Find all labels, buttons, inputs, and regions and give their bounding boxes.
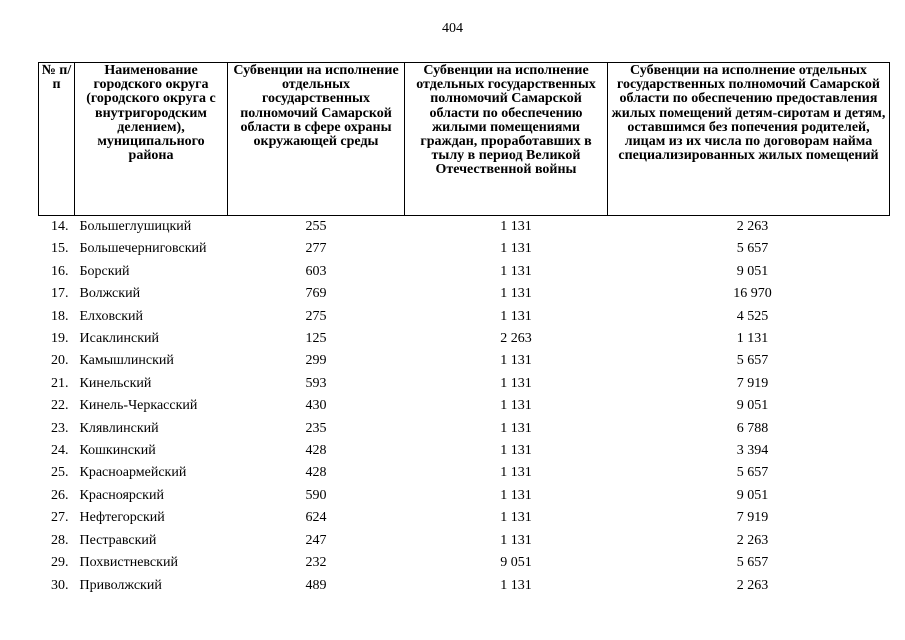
row-number: 14.: [51, 219, 69, 234]
home-front-value: 1 131: [500, 465, 532, 481]
district-name: Большечерниговский: [79, 241, 207, 257]
home-front-value: 1 131: [500, 375, 532, 391]
environment-value: 277: [305, 241, 327, 257]
row-number: 16.: [51, 263, 69, 279]
environment-value: 428: [305, 465, 327, 481]
home-front-value: 1 131: [500, 353, 532, 369]
orphans-value: 9 051: [736, 487, 769, 503]
district-name: Кинельский: [79, 375, 152, 391]
row-number: 24.: [51, 443, 69, 459]
orphans-value: 3 394: [736, 443, 769, 459]
district-name: Большеглушицкий: [79, 219, 192, 234]
home-front-value: 9 051: [500, 555, 532, 571]
district-name: Камышлинский: [79, 353, 174, 369]
row-number: 17.: [51, 286, 69, 302]
orphans-value: 2 263: [736, 532, 769, 548]
environment-value: 769: [305, 286, 327, 302]
table-row: [39, 552, 890, 574]
page-number: 404: [442, 21, 463, 36]
table-row: [39, 261, 890, 283]
environment-value: 489: [305, 577, 327, 593]
environment-value: 428: [305, 443, 327, 459]
table-header: [39, 63, 890, 216]
home-front-value: 1 131: [500, 420, 532, 436]
district-name: Исаклинский: [79, 331, 159, 347]
table-row: [39, 485, 890, 507]
row-number: 18.: [51, 308, 69, 324]
table-row: [39, 418, 890, 440]
district-name: Елховский: [79, 308, 144, 324]
district-name: Красноярский: [79, 487, 164, 503]
home-front-value: 1 131: [500, 443, 532, 459]
header-number: № п/п: [39, 63, 75, 216]
table-row: [39, 507, 890, 529]
orphans-value: 5 657: [736, 555, 769, 571]
home-front-value: 1 131: [500, 577, 532, 593]
district-name: Красноармейский: [79, 465, 187, 481]
orphans-value: 4 525: [736, 308, 769, 324]
table-row: [39, 306, 890, 328]
home-front-value: 2 263: [500, 331, 532, 347]
orphans-value: 5 657: [736, 465, 769, 481]
table-row: [39, 462, 890, 484]
home-front-value: 1 131: [500, 510, 532, 526]
table-row: [39, 216, 890, 239]
environment-value: 624: [305, 510, 327, 526]
table-row: [39, 283, 890, 305]
orphans-value: 5 657: [736, 353, 769, 369]
subventions-table: [38, 62, 890, 597]
home-front-value: 1 131: [500, 241, 532, 257]
home-front-value: 1 131: [500, 286, 532, 302]
district-name: Похвистневский: [79, 555, 178, 571]
environment-value: 232: [305, 555, 327, 571]
header-environment-subvention: Субвенции на исполнение отдельных государственных полномочий Самарской области в сфере охраны окружающей среды: [228, 63, 405, 216]
home-front-value: 1 131: [500, 487, 532, 503]
table-row: [39, 238, 890, 260]
environment-value: 590: [305, 487, 327, 503]
orphans-value: 5 657: [736, 241, 769, 257]
row-number: 29.: [51, 555, 69, 571]
table-row: [39, 440, 890, 462]
environment-value: 255: [305, 219, 327, 234]
row-number: 25.: [51, 465, 69, 481]
table-row: [39, 530, 890, 552]
row-number: 28.: [51, 532, 69, 548]
district-name: Кошкинский: [79, 443, 156, 459]
environment-value: 275: [305, 308, 327, 324]
environment-value: 603: [305, 263, 327, 279]
district-name: Борский: [79, 263, 130, 279]
row-number: 30.: [51, 577, 69, 593]
row-number: 27.: [51, 510, 69, 526]
row-number: 19.: [51, 331, 69, 347]
orphans-value: 1 131: [736, 331, 769, 347]
table-row: [39, 373, 890, 395]
home-front-value: 1 131: [500, 308, 532, 324]
district-name: Волжский: [79, 286, 141, 302]
home-front-value: 1 131: [500, 219, 532, 234]
orphans-value: 7 919: [736, 375, 769, 391]
orphans-value: 6 788: [736, 420, 769, 436]
orphans-value: 2 263: [736, 219, 769, 234]
orphans-value: 2 263: [736, 577, 769, 593]
home-front-value: 1 131: [500, 263, 532, 279]
district-name: Клявлинский: [79, 420, 159, 436]
header-orphans-housing-subvention: Субвенции на исполнение отдельных государственных полномочий Самарской области по обеспечению предоставления жилых помещений детям-сиротам и детям, оставшимся без попечения родителей, лицам из их числа по договорам найма специализированных жилых помещений: [608, 63, 890, 216]
environment-value: 593: [305, 375, 327, 391]
table-row: [39, 395, 890, 417]
orphans-value: 9 051: [736, 263, 769, 279]
home-front-value: 1 131: [500, 398, 532, 414]
orphans-value: 16 970: [733, 286, 772, 302]
district-name: Кинель-Черкасский: [79, 398, 198, 414]
table-row: [39, 575, 890, 597]
row-number: 22.: [51, 398, 69, 414]
orphans-value: 7 919: [736, 510, 769, 526]
environment-value: 235: [305, 420, 327, 436]
row-number: 21.: [51, 375, 69, 391]
district-name: Нефтегорский: [79, 510, 165, 526]
header-home-front-housing-subvention: Субвенции на исполнение отдельных государственных полномочий Самарской области по обеспечению жилыми помещениями граждан, проработавших в тылу в период Великой Отечественной войны: [405, 63, 608, 216]
table-row: [39, 328, 890, 350]
environment-value: 299: [305, 353, 327, 369]
row-number: 23.: [51, 420, 69, 436]
environment-value: 430: [305, 398, 327, 414]
orphans-value: 9 051: [736, 398, 769, 414]
table-row: [39, 350, 890, 372]
environment-value: 247: [305, 532, 327, 548]
row-number: 15.: [51, 241, 69, 257]
header-district-name: Наименование городского округа (городского округа с внутригородским делением), муниципального района: [75, 63, 228, 216]
district-name: Приволжский: [79, 577, 162, 593]
table-body: [39, 216, 890, 597]
row-number: 20.: [51, 353, 69, 369]
row-number: 26.: [51, 487, 69, 503]
home-front-value: 1 131: [500, 532, 532, 548]
environment-value: 125: [305, 331, 327, 347]
district-name: Пестравский: [79, 532, 157, 548]
